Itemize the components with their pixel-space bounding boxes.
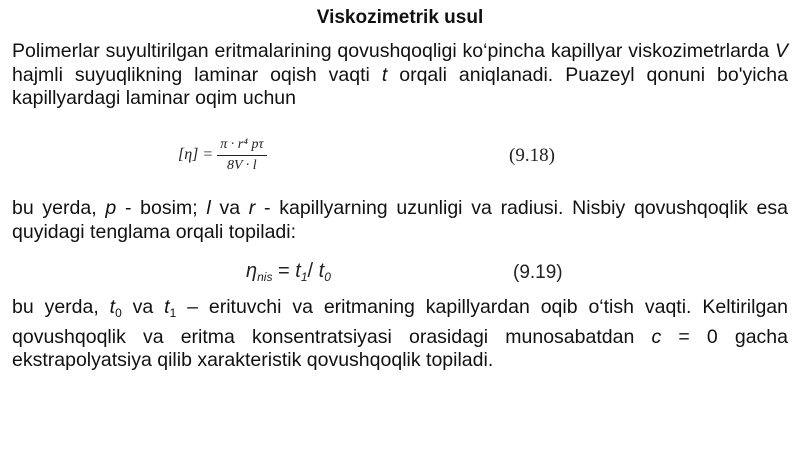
subscript-1: 1 [169,306,177,320]
equals-sign: = [272,260,296,282]
text: – erituvchi va eritmaning kapillyardan oqib o‘tish vaqti. Keltirilgan qovushqoqlik va eritma konsentratsiyasi orasidagi munosabatdan [12,296,788,348]
subscript-nis: nis [257,270,273,284]
formula-denominator: 8V · l [227,157,257,173]
text: va [210,197,249,219]
text: hajmli suyuqlikning laminar oqish vaqti [12,63,382,86]
symbol-t1: t [295,260,301,282]
paragraph-intro [12,40,788,111]
subscript-0: 0 [115,306,122,320]
variable-p: p [105,197,117,219]
page-title: Viskozimetrik usul [316,7,484,28]
formula-fraction [217,136,266,175]
paragraph-definitions [12,197,788,244]
variable-t: t [381,63,388,86]
symbol-t1: t [164,296,170,318]
formula-poiseuille [178,133,267,177]
formula-lhs: [η] = [178,146,214,163]
text: = 0 gacha ekstrapolyatsiya qilib xarakteristik qovushqoqlik topiladi. [12,325,788,371]
equation-number-918: (9.18) [509,145,555,166]
variable-V: V [774,40,788,62]
variable-c: c [651,325,662,348]
text: bu yerda, [12,296,110,318]
symbol-t0: t [318,260,325,282]
variable-l: l [206,197,211,219]
symbol-t0: t [109,296,116,318]
variable-r: r [248,197,256,219]
text: Polimerlar suyultirilgan eritmalarining qovushqoqligi ko‘pincha kapillyar viskozimetrlarda [12,40,775,62]
paragraph-conclusion [12,296,788,373]
formula-numerator: π · r⁴ pτ [217,136,266,156]
equation-number-919: (9.19) [513,262,563,283]
subscript-1: 1 [300,270,308,284]
text: - bosim; [116,197,207,219]
text: orqali aniqlanadi. Puazeyl qonuni bo'yicha kapillyardagi laminar oqim uchun [12,63,788,109]
text: - kapillyarning uzunligi va radiusi. Nisbiy qovushqoqlik esa quyidagi tenglama orqali topiladi: [12,197,788,243]
slash: / [307,260,319,282]
text: va [121,296,165,318]
symbol-eta: η [246,260,258,282]
subscript-0: 0 [324,270,331,284]
text: bu yerda, [12,197,106,219]
formula-relative-viscosity [246,260,331,284]
